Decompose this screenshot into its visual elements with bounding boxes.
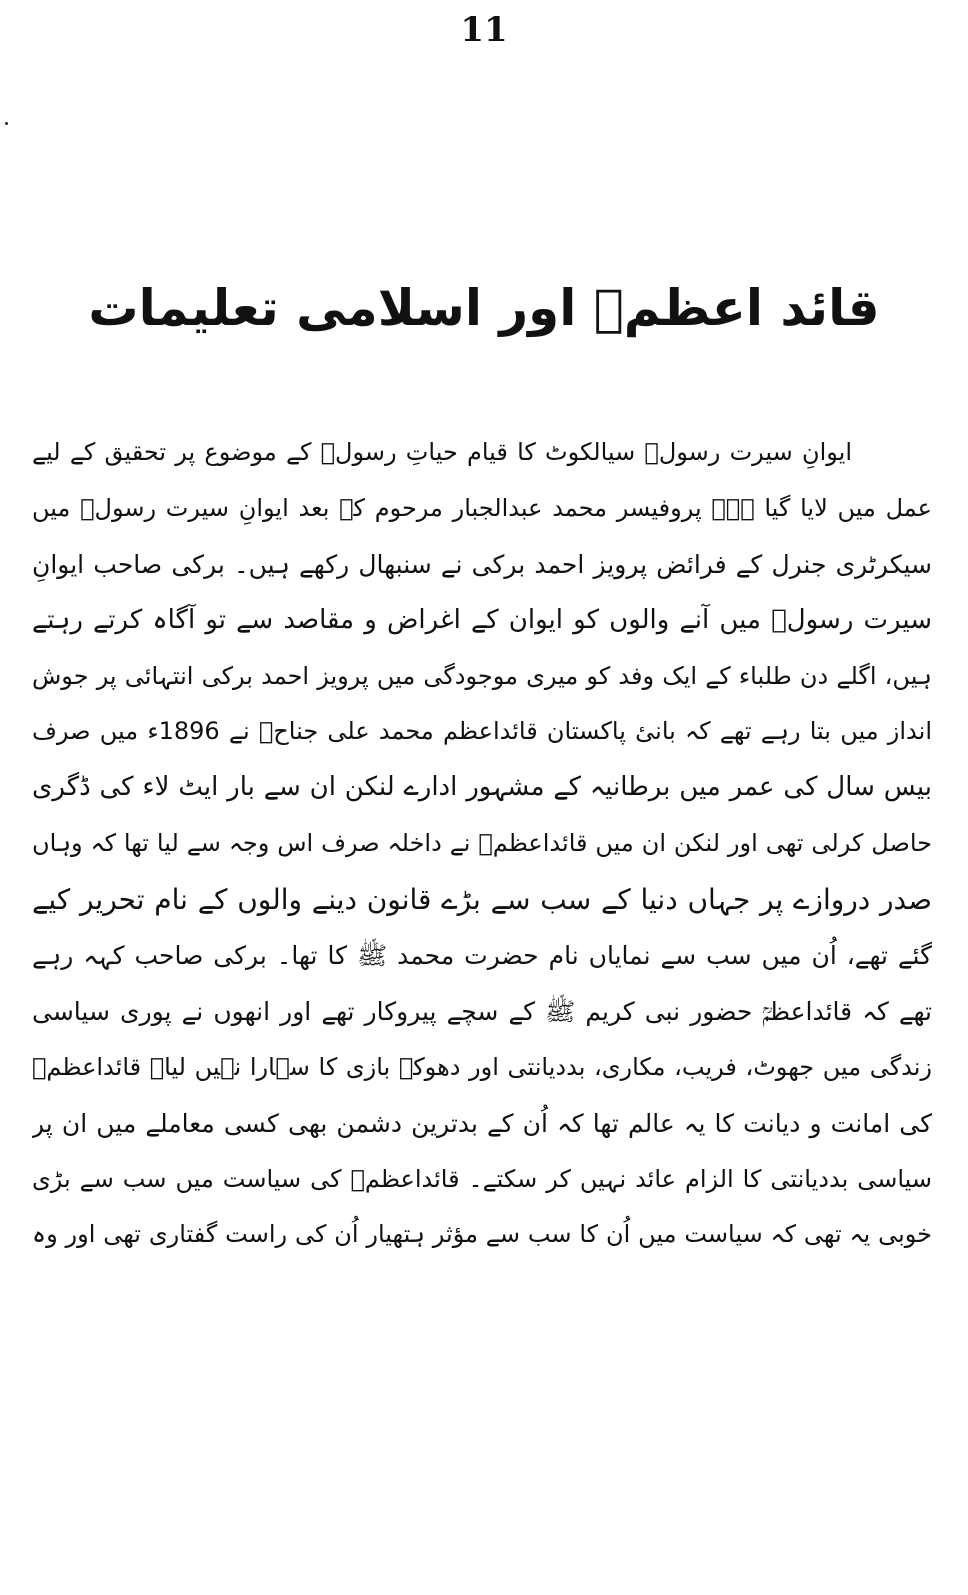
text-line: سیاسی بددیانتی کا الزام عائد نہیں کر سکتے۔ قائداعظمؒ کی سیاست میں سب سے بڑی (32, 1164, 932, 1193)
text-line: انداز میں بتا رہے تھے کہ بانیٔ پاکستان قائداعظم محمد علی جناحؒ نے 1896ء میں صرف (32, 717, 932, 746)
text-line: گئے تھے، اُن میں سب سے نمایاں نام حضرت محمد ﷺ کا تھا۔ برکی صاحب کہہ رہے (32, 941, 932, 971)
text-line: بیس سال کی عمر میں برطانیہ کے مشہور ادارے لنکن ان سے بار ایٹ لاء کی ڈگری (32, 772, 932, 803)
text-line: حاصل کرلی تھی اور لنکن ان میں قائداعظمؒ نے داخلہ صرف اس وجہ سے لیا تھا کہ وہاں (32, 829, 932, 858)
text-line: زندگی میں جھوٹ، فریب، مکاری، بددیانتی اور دھوکہ بازی کا سہارا نہیں لیا۔ قائداعظمؒ (32, 1052, 932, 1081)
body-paragraph (32, 425, 932, 1263)
scan-speck (5, 122, 8, 125)
text-line: خوبی یہ تھی کہ سیاست میں اُن کا سب سے مؤثر ہتھیار اُن کی راست گفتاری تھی اور وہ (32, 1220, 932, 1249)
page-title: قائد اعظمؒ اور اسلامی تعلیمات (88, 279, 880, 337)
page-number: 11 (460, 10, 508, 50)
text-line: سیکرٹری جنرل کے فرائض پرویز احمد برکی نے سنبھال رکھے ہیں۔ برکی صاحب ایوانِ (32, 549, 932, 579)
text-line: صدر دروازے پر جہاں دنیا کے سب سے بڑے قانون دینے والوں کے نام تحریر کیے (32, 883, 932, 917)
text-line: ایوانِ سیرت رسولؐ سیالکوٹ کا قیام حیاتِ رسولؐ کے موضوع پر تحقیق کے لیے (32, 438, 852, 466)
text-line: ہیں، اگلے دن طلباء کے ایک وفد کو میری موجودگی میں پرویز احمد برکی انتہائی پر جوش (32, 661, 932, 690)
text-line: عمل میں لایا گیا ہے۔ پروفیسر محمد عبدالجبار مرحوم کے بعد ایوانِ سیرت رسولؐ میں (32, 493, 932, 522)
text-line: تھے کہ قائداعظمؒ حضور نبی کریم ﷺ کے سچے پیروکار تھے اور انھوں نے پوری سیاسی (32, 996, 932, 1026)
text-line: کی امانت و دیانت کا یہ عالم تھا کہ اُن کے بدترین دشمن بھی کسی معاملے میں ان پر (32, 1108, 932, 1138)
text-line: سیرت رسولؐ میں آنے والوں کو ایوان کے اغراض و مقاصد سے تو آگاہ کرتے رہتے (32, 604, 932, 635)
